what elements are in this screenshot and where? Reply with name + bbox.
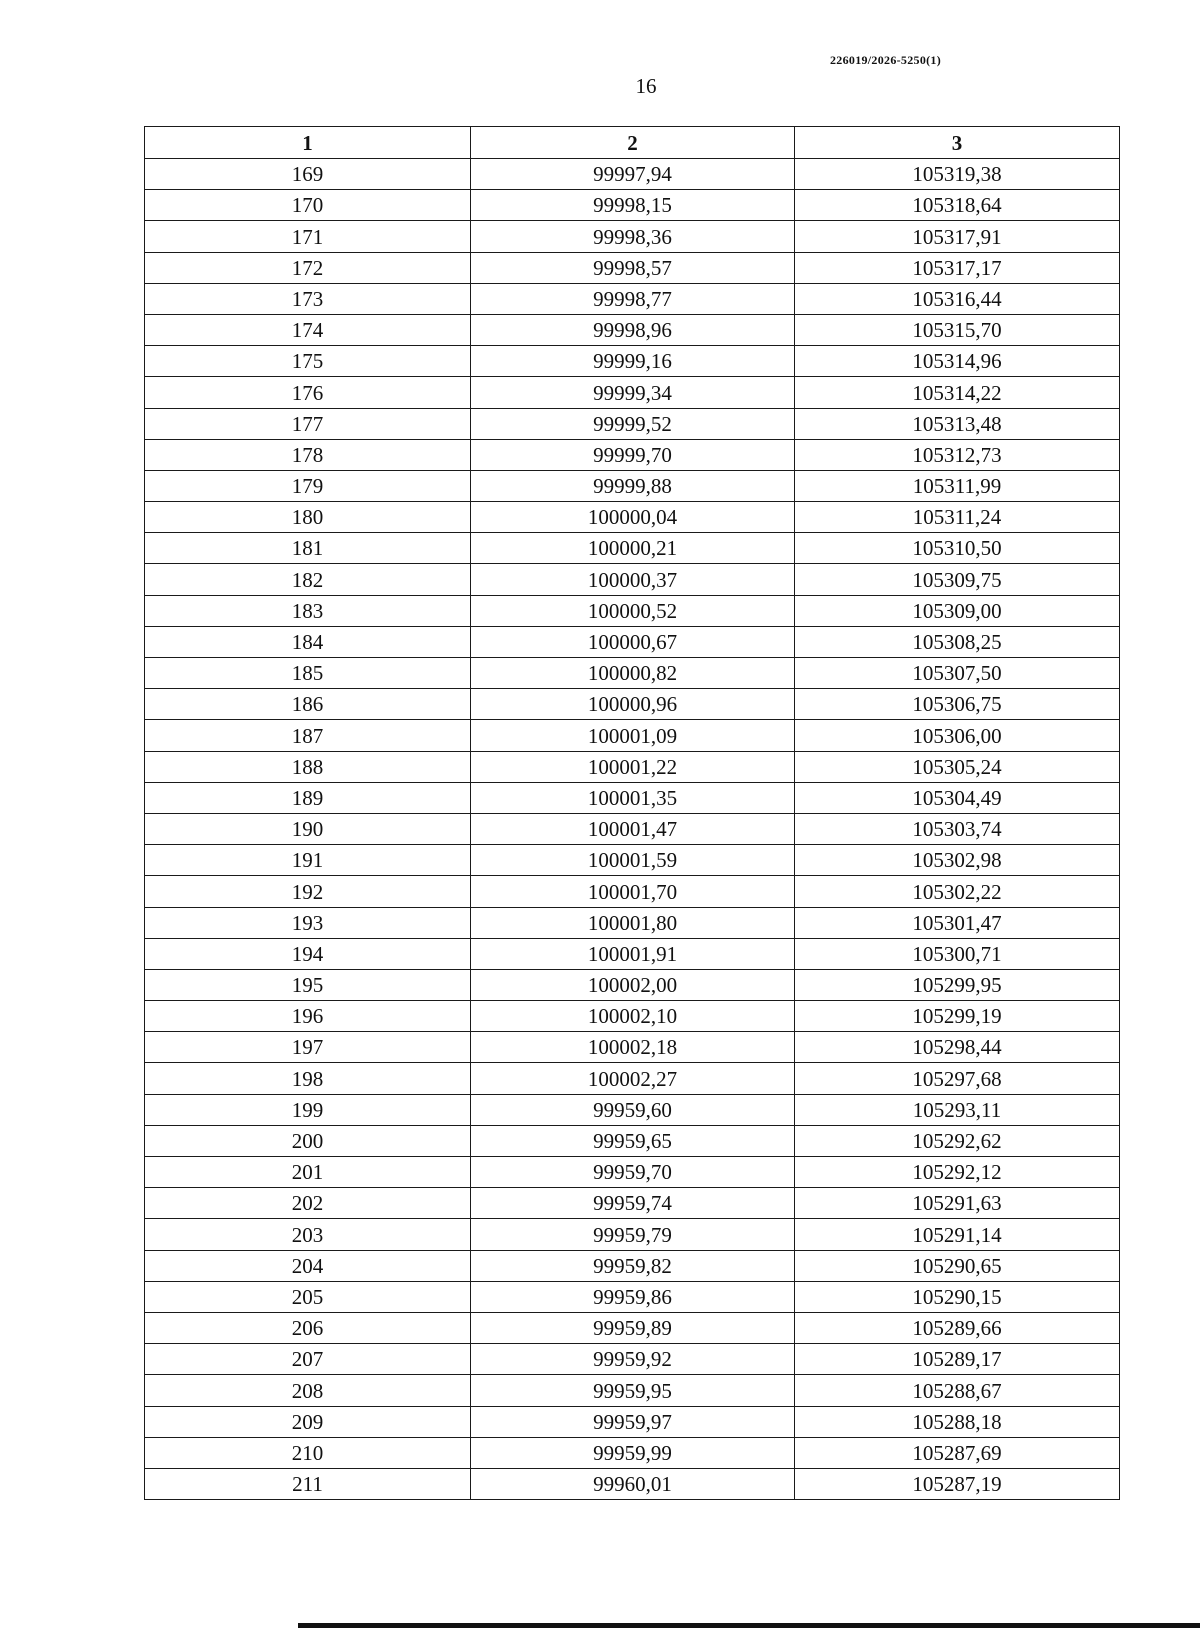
table-row <box>145 689 1120 720</box>
table-cell-col-3: 105314,96 <box>795 346 1120 377</box>
table-cell-col-2: 99959,86 <box>471 1281 795 1312</box>
table-cell-col-3: 105308,25 <box>795 626 1120 657</box>
table-cell-col-2: 100002,27 <box>471 1063 795 1094</box>
table-cell-col-1: 202 <box>145 1188 471 1219</box>
table-cell-col-2: 99998,77 <box>471 283 795 314</box>
table-cell-col-2: 99998,15 <box>471 190 795 221</box>
table-cell-col-2: 99959,60 <box>471 1094 795 1125</box>
table-cell-col-3: 105291,14 <box>795 1219 1120 1250</box>
table-cell-col-2: 99999,34 <box>471 377 795 408</box>
table-cell-col-1: 183 <box>145 595 471 626</box>
table-cell-col-2: 100001,35 <box>471 782 795 813</box>
table-row <box>145 314 1120 345</box>
table-row <box>145 502 1120 533</box>
table-cell-col-3: 105288,18 <box>795 1406 1120 1437</box>
table-cell-col-3: 105304,49 <box>795 782 1120 813</box>
table-cell-col-1: 171 <box>145 221 471 252</box>
column-header-2: 2 <box>471 127 795 159</box>
table-cell-col-2: 99960,01 <box>471 1468 795 1499</box>
table-cell-col-3: 105287,69 <box>795 1437 1120 1468</box>
table-row <box>145 221 1120 252</box>
table-cell-col-2: 100002,18 <box>471 1032 795 1063</box>
table-cell-col-1: 204 <box>145 1250 471 1281</box>
table-row <box>145 969 1120 1000</box>
table-cell-col-3: 105312,73 <box>795 439 1120 470</box>
table-row <box>145 439 1120 470</box>
table-row <box>145 626 1120 657</box>
table-cell-col-2: 100001,22 <box>471 751 795 782</box>
table-cell-col-2: 100001,47 <box>471 813 795 844</box>
table-cell-col-2: 99959,82 <box>471 1250 795 1281</box>
table-cell-col-2: 100000,37 <box>471 564 795 595</box>
table-cell-col-3: 105314,22 <box>795 377 1120 408</box>
table-cell-col-1: 184 <box>145 626 471 657</box>
table-cell-col-1: 196 <box>145 1001 471 1032</box>
table-cell-col-1: 209 <box>145 1406 471 1437</box>
table-cell-col-3: 105290,15 <box>795 1281 1120 1312</box>
table-row <box>145 1094 1120 1125</box>
table-cell-col-3: 105301,47 <box>795 907 1120 938</box>
table-cell-col-1: 211 <box>145 1468 471 1499</box>
table-cell-col-2: 100001,70 <box>471 876 795 907</box>
table-cell-col-2: 99959,70 <box>471 1157 795 1188</box>
table-row <box>145 1001 1120 1032</box>
table-cell-col-3: 105288,67 <box>795 1375 1120 1406</box>
table-cell-col-2: 99999,52 <box>471 408 795 439</box>
table-row <box>145 751 1120 782</box>
table-cell-col-2: 100001,59 <box>471 845 795 876</box>
scan-edge-line <box>298 1623 1200 1628</box>
table-row <box>145 159 1120 190</box>
table-row <box>145 252 1120 283</box>
table-row <box>145 595 1120 626</box>
table-cell-col-3: 105302,98 <box>795 845 1120 876</box>
table-cell-col-2: 100000,96 <box>471 689 795 720</box>
table-cell-col-2: 99998,57 <box>471 252 795 283</box>
table-cell-col-3: 105319,38 <box>795 159 1120 190</box>
table-cell-col-2: 99997,94 <box>471 159 795 190</box>
table-cell-col-1: 198 <box>145 1063 471 1094</box>
table-cell-col-2: 99998,36 <box>471 221 795 252</box>
table-cell-col-1: 177 <box>145 408 471 439</box>
table-cell-col-2: 99999,70 <box>471 439 795 470</box>
table-cell-col-2: 99959,99 <box>471 1437 795 1468</box>
table-row <box>145 813 1120 844</box>
table-cell-col-3: 105306,75 <box>795 689 1120 720</box>
table-header-row <box>145 127 1120 159</box>
table-cell-col-3: 105315,70 <box>795 314 1120 345</box>
table-cell-col-2: 100001,80 <box>471 907 795 938</box>
table-cell-col-3: 105310,50 <box>795 533 1120 564</box>
table-cell-col-1: 179 <box>145 470 471 501</box>
table-cell-col-3: 105313,48 <box>795 408 1120 439</box>
table-cell-col-3: 105318,64 <box>795 190 1120 221</box>
table-row <box>145 564 1120 595</box>
table-cell-col-1: 169 <box>145 159 471 190</box>
table-cell-col-1: 193 <box>145 907 471 938</box>
table-row <box>145 876 1120 907</box>
table-cell-col-1: 205 <box>145 1281 471 1312</box>
table-cell-col-3: 105317,91 <box>795 221 1120 252</box>
table-cell-col-1: 189 <box>145 782 471 813</box>
table-cell-col-2: 99999,88 <box>471 470 795 501</box>
table-cell-col-1: 181 <box>145 533 471 564</box>
table-row <box>145 720 1120 751</box>
table-cell-col-3: 105289,66 <box>795 1312 1120 1343</box>
coordinates-table <box>144 126 1120 1500</box>
table-cell-col-1: 201 <box>145 1157 471 1188</box>
table-cell-col-1: 176 <box>145 377 471 408</box>
table-cell-col-2: 100000,21 <box>471 533 795 564</box>
table-row <box>145 1281 1120 1312</box>
table-cell-col-1: 188 <box>145 751 471 782</box>
table-cell-col-3: 105307,50 <box>795 658 1120 689</box>
table-cell-col-3: 105316,44 <box>795 283 1120 314</box>
column-header-3: 3 <box>795 127 1120 159</box>
table-cell-col-3: 105306,00 <box>795 720 1120 751</box>
table-cell-col-2: 99998,96 <box>471 314 795 345</box>
table-row <box>145 1032 1120 1063</box>
table-cell-col-3: 105309,75 <box>795 564 1120 595</box>
table-cell-col-3: 105297,68 <box>795 1063 1120 1094</box>
table-cell-col-1: 178 <box>145 439 471 470</box>
table-cell-col-1: 194 <box>145 938 471 969</box>
table-cell-col-3: 105293,11 <box>795 1094 1120 1125</box>
table-cell-col-3: 105302,22 <box>795 876 1120 907</box>
table-row <box>145 533 1120 564</box>
table-cell-col-2: 100000,82 <box>471 658 795 689</box>
table-row <box>145 658 1120 689</box>
table-cell-col-1: 174 <box>145 314 471 345</box>
table-cell-col-3: 105289,17 <box>795 1344 1120 1375</box>
table-cell-col-1: 185 <box>145 658 471 689</box>
table-cell-col-3: 105299,95 <box>795 969 1120 1000</box>
table-cell-col-1: 172 <box>145 252 471 283</box>
table-cell-col-1: 199 <box>145 1094 471 1125</box>
table-cell-col-2: 100000,67 <box>471 626 795 657</box>
column-header-1: 1 <box>145 127 471 159</box>
table-cell-col-2: 99959,79 <box>471 1219 795 1250</box>
table-cell-col-1: 186 <box>145 689 471 720</box>
table-cell-col-2: 99959,97 <box>471 1406 795 1437</box>
table-row <box>145 190 1120 221</box>
table-cell-col-3: 105305,24 <box>795 751 1120 782</box>
table-row <box>145 1437 1120 1468</box>
table-row <box>145 1250 1120 1281</box>
table-cell-col-1: 173 <box>145 283 471 314</box>
table-cell-col-1: 203 <box>145 1219 471 1250</box>
table-cell-col-3: 105299,19 <box>795 1001 1120 1032</box>
table-row <box>145 1406 1120 1437</box>
table-row <box>145 1375 1120 1406</box>
table-cell-col-3: 105290,65 <box>795 1250 1120 1281</box>
table-cell-col-3: 105303,74 <box>795 813 1120 844</box>
table-row <box>145 1312 1120 1343</box>
table-cell-col-1: 175 <box>145 346 471 377</box>
table-cell-col-2: 99959,89 <box>471 1312 795 1343</box>
table-row <box>145 1468 1120 1499</box>
table-row <box>145 845 1120 876</box>
table-cell-col-3: 105292,62 <box>795 1125 1120 1156</box>
table-cell-col-1: 180 <box>145 502 471 533</box>
table-cell-col-1: 192 <box>145 876 471 907</box>
table-row <box>145 1125 1120 1156</box>
table-cell-col-2: 99959,95 <box>471 1375 795 1406</box>
table-cell-col-1: 206 <box>145 1312 471 1343</box>
table-cell-col-3: 105309,00 <box>795 595 1120 626</box>
table-row <box>145 1219 1120 1250</box>
table-row <box>145 1344 1120 1375</box>
table-cell-col-1: 190 <box>145 813 471 844</box>
table-row <box>145 408 1120 439</box>
table-cell-col-3: 105292,12 <box>795 1157 1120 1188</box>
table-row <box>145 938 1120 969</box>
table-cell-col-3: 105287,19 <box>795 1468 1120 1499</box>
table-row <box>145 377 1120 408</box>
table-cell-col-2: 100001,91 <box>471 938 795 969</box>
table-cell-col-1: 195 <box>145 969 471 1000</box>
table-row <box>145 283 1120 314</box>
table-cell-col-3: 105298,44 <box>795 1032 1120 1063</box>
table-row <box>145 470 1120 501</box>
page-number: 16 <box>635 74 657 98</box>
table-cell-col-2: 100000,52 <box>471 595 795 626</box>
table-row <box>145 782 1120 813</box>
table-cell-col-1: 187 <box>145 720 471 751</box>
table-cell-col-3: 105311,99 <box>795 470 1120 501</box>
table-cell-col-2: 99959,92 <box>471 1344 795 1375</box>
table-cell-col-1: 170 <box>145 190 471 221</box>
table-cell-col-1: 197 <box>145 1032 471 1063</box>
table-cell-col-2: 99999,16 <box>471 346 795 377</box>
table-cell-col-2: 99959,74 <box>471 1188 795 1219</box>
table-cell-col-1: 210 <box>145 1437 471 1468</box>
table-cell-col-3: 105311,24 <box>795 502 1120 533</box>
table-cell-col-1: 191 <box>145 845 471 876</box>
table-cell-col-1: 208 <box>145 1375 471 1406</box>
table-cell-col-1: 207 <box>145 1344 471 1375</box>
table-cell-col-2: 100000,04 <box>471 502 795 533</box>
document-code: 226019/2026-5250(1) <box>830 53 942 67</box>
table-row <box>145 1188 1120 1219</box>
table-cell-col-3: 105291,63 <box>795 1188 1120 1219</box>
table-cell-col-2: 99959,65 <box>471 1125 795 1156</box>
table-row <box>145 346 1120 377</box>
table-row <box>145 1063 1120 1094</box>
table-cell-col-3: 105300,71 <box>795 938 1120 969</box>
table-cell-col-2: 100002,00 <box>471 969 795 1000</box>
table-body <box>145 159 1120 1500</box>
table-cell-col-2: 100001,09 <box>471 720 795 751</box>
table-row <box>145 1157 1120 1188</box>
table-cell-col-1: 200 <box>145 1125 471 1156</box>
table-cell-col-1: 182 <box>145 564 471 595</box>
table-row <box>145 907 1120 938</box>
table-cell-col-3: 105317,17 <box>795 252 1120 283</box>
table-cell-col-2: 100002,10 <box>471 1001 795 1032</box>
